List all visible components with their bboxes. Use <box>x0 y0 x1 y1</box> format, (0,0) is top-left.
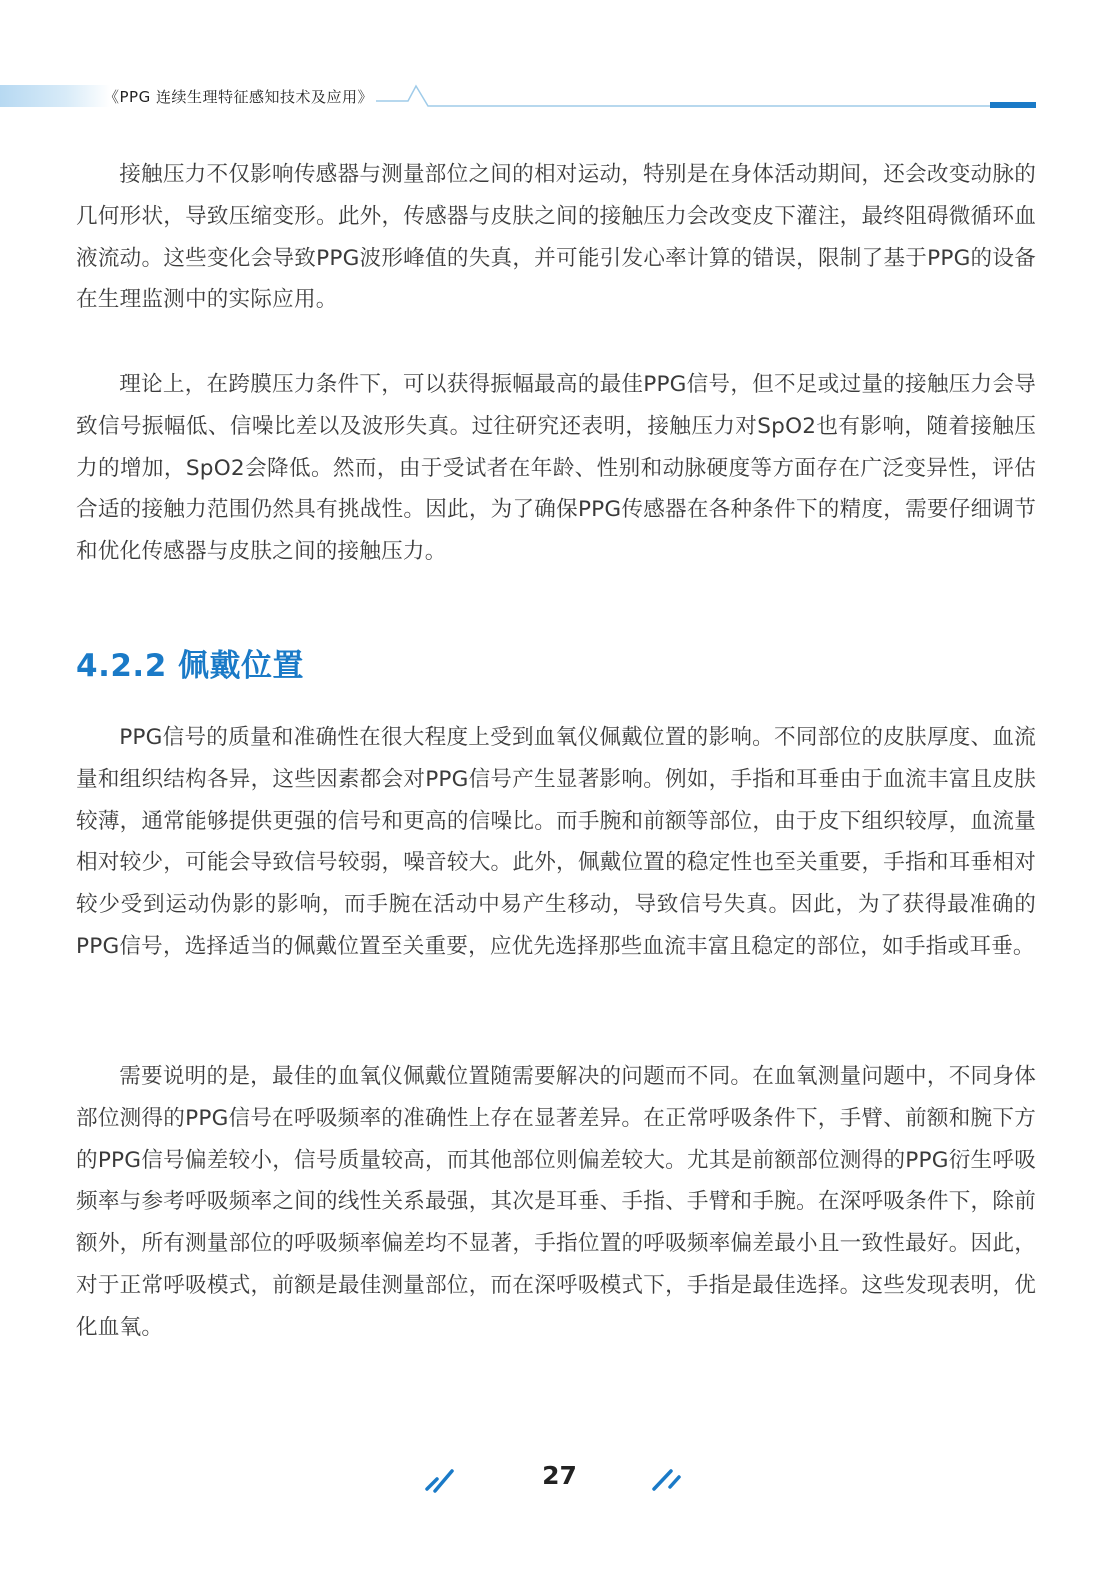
double-slash-icon <box>652 1467 682 1493</box>
body-paragraph: 理论上，在跨膜压力条件下，可以获得振幅最高的最佳PPG信号，但不足或过量的接触压力会导致信号振幅低、信噪比差以及波形失真。过往研究还表明，接触压力对SpO2也有影响，随着接触压力的增加，SpO2会降低。然而，由于受试者在年龄、性别和动脉硬度等方面存在广泛变异性，评估合适的接触力范围仍然具有挑战性。因此，为了确保PPG传感器在各种条件下的精度，需要仔细调节和优化传感器与皮肤之间的接触压力。 <box>76 372 1036 565</box>
body-paragraph: 接触压力不仅影响传感器与测量部位之间的相对运动，特别是在身体活动期间，还会改变动脉的几何形状，导致压缩变形。此外，传感器与皮肤之间的接触压力会改变皮下灌注，最终阻碍微循环血液流动。这些变化会导致PPG波形峰值的失真，并可能引发心率计算的错误，限制了基于PPG的设备在生理监测中的实际应用。 <box>76 162 1036 313</box>
body-paragraph: PPG信号的质量和准确性在很大程度上受到血氧仪佩戴位置的影响。不同部位的皮肤厚度、血流量和组织结构各异，这些因素都会对PPG信号产生显著影响。例如，手指和耳垂由于血流丰富且皮肤较薄，通常能够提供更强的信号和更高的信噪比。而手腕和前额等部位，由于皮下组织较厚，血流量相对较少，可能会导致信号较弱，噪音较大。此外，佩戴位置的稳定性也至关重要，手指和耳垂相对较少受到运动伪影的影响，而手腕在活动中易产生移动，导致信号失真。因此，为了获得最准确的PPG信号，选择适当的佩戴位置至关重要，应优先选择那些血流丰富且稳定的部位，如手指或耳垂。 <box>76 725 1036 959</box>
document-title: 《PPG 连续生理特征感知技术及应用》 <box>104 88 373 106</box>
running-header <box>0 78 1119 114</box>
section-heading: 4.2.2 佩戴位置 <box>76 648 305 684</box>
page-number: 27 <box>542 1461 577 1490</box>
page-footer <box>0 1455 1119 1505</box>
body-paragraph: 需要说明的是，最佳的血氧仪佩戴位置随需要解决的问题而不同。在血氧测量问题中，不同身体部位测得的PPG信号在呼吸频率的准确性上存在显著差异。在正常呼吸条件下，手臂、前额和腕下方的PPG信号偏差较小，信号质量较高，而其他部位则偏差较大。尤其是前额部位测得的PPG衍生呼吸频率与参考呼吸频率之间的线性关系最强，其次是耳垂、手指、手臂和手腕。在深呼吸条件下，除前额外，所有测量部位的呼吸频率偏差均不显著，手指位置的呼吸频率偏差最小且一致性最好。因此，对于正常呼吸模式，前额是最佳测量部位，而在深呼吸模式下，手指是最佳选择。这些发现表明，优化血氧。 <box>76 1064 1036 1340</box>
